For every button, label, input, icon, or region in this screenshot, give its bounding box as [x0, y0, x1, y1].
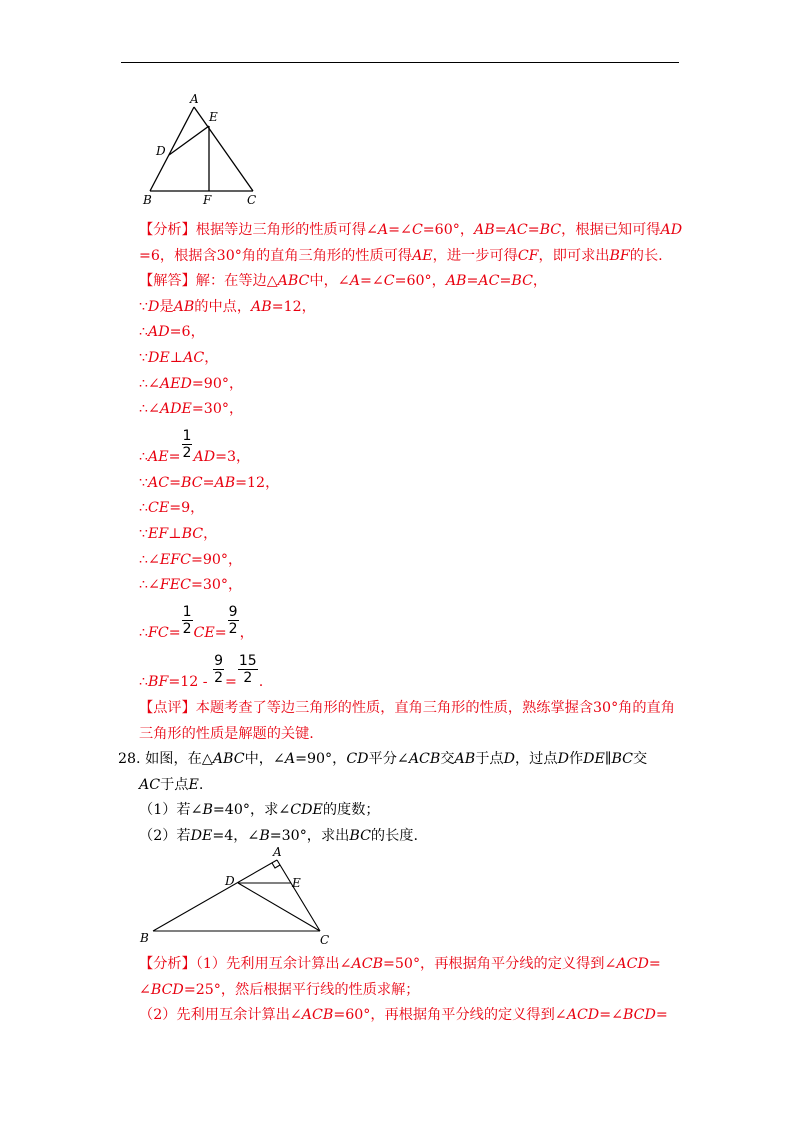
step-7: ∵AC=BC=AB=12，: [139, 475, 280, 491]
fraction-nine-halves: $\frac{9}{2}$: [228, 603, 238, 637]
step-1: ∵D是AB的中点，AB=12，: [139, 299, 316, 315]
comment-tag: 【点评】: [139, 700, 196, 716]
solution-28-line-1: 【分析】（1）先利用互余计算出∠ACB=50°，再根据角平分线的定义得到∠ACD=: [139, 956, 661, 972]
figure-1-triangle: [140, 92, 270, 207]
fraction-one-half: $\frac{1}{2}$: [182, 603, 192, 637]
step-2: ∴AD=6，: [139, 324, 205, 340]
step-5: ∴∠ADE=30°，: [139, 401, 244, 417]
analysis-line-2: =6，根据含30°角的直角三角形的性质可得AE，进一步可得CF，即可求出BF的长.: [139, 248, 663, 264]
comment-line-2: 三角形的性质是解题的关键.: [139, 726, 314, 742]
fraction-one-half: $\frac{1}{2}$: [182, 427, 192, 461]
label-c: C: [320, 933, 330, 947]
problem-number: 28.: [118, 751, 141, 767]
step-4: ∴∠AED=90°，: [139, 376, 244, 392]
step-11: ∴∠FEC=30°，: [139, 577, 243, 593]
answer-line-1: 【解答】解：在等边△ABC中，∠A=∠C=60°，AB=AC=BC，: [139, 273, 548, 289]
label-b: B: [143, 193, 152, 207]
step-8: ∴CE=9，: [139, 500, 205, 516]
header-rule: [121, 62, 679, 63]
analysis-line-1: 【分析】根据等边三角形的性质可得∠A=∠C=60°，AB=AC=BC，根据已知可得AD: [139, 222, 683, 238]
segment-ac: [194, 107, 253, 191]
step-12: ∴FC= $\frac{1}{2}$ CE= $\frac{9}{2}$ ，: [139, 603, 254, 641]
question-2: （2）若DE=4，∠B=30°，求出BC的长度.: [139, 828, 418, 844]
fraction-fifteen-halves: $\frac{15}{2}$: [238, 652, 257, 686]
question-1: （1）若∠B=40°，求∠CDE的度数；: [139, 802, 380, 818]
problem-28-line-1: 28. 如图，在△ABC中，∠A=90°，CD平分∠ACB交AB于点D，过点D作DE∥BC交: [118, 751, 648, 767]
label-c: C: [247, 193, 257, 207]
label-d: D: [225, 874, 235, 888]
segment-ac: [277, 860, 320, 931]
label-e: E: [209, 110, 218, 124]
step-3: ∵DE⊥AC，: [139, 350, 219, 366]
label-b: B: [140, 931, 149, 945]
label-e: E: [292, 876, 301, 890]
label-d: D: [156, 144, 166, 158]
comment-line-1: 【点评】本题考查了等边三角形的性质，直角三角形的性质，熟练掌握含30°角的直角: [139, 700, 675, 716]
label-f: F: [203, 193, 212, 207]
label-a: A: [190, 92, 199, 106]
step-13: ∴BF=12 - $\frac{9}{2}$ = $\frac{15}{2}$ .: [139, 652, 264, 690]
answer-tag: 【解答】: [139, 273, 196, 289]
problem-28-line-2: AC于点E.: [139, 777, 204, 793]
analysis-tag: 【分析】: [139, 222, 196, 238]
step-6: ∴AE= $\frac{1}{2}$ AD=3，: [139, 427, 251, 465]
segment-dc: [238, 883, 320, 931]
analysis-tag: 【分析】: [139, 956, 196, 972]
figure-2-triangle: [135, 845, 345, 950]
solution-28-line-2: ∠BCD=25°，然后根据平行线的性质求解；: [139, 982, 420, 998]
fraction-nine-halves: $\frac{9}{2}$: [214, 652, 223, 686]
step-10: ∴∠EFC=90°，: [139, 552, 243, 568]
label-a: A: [273, 845, 282, 859]
segment-de: [169, 126, 209, 155]
solution-28-line-3: （2）先利用互余计算出∠ACB=60°，再根据角平分线的定义得到∠ACD=∠BCD=: [139, 1007, 668, 1023]
step-9: ∵EF⊥BC，: [139, 526, 218, 542]
